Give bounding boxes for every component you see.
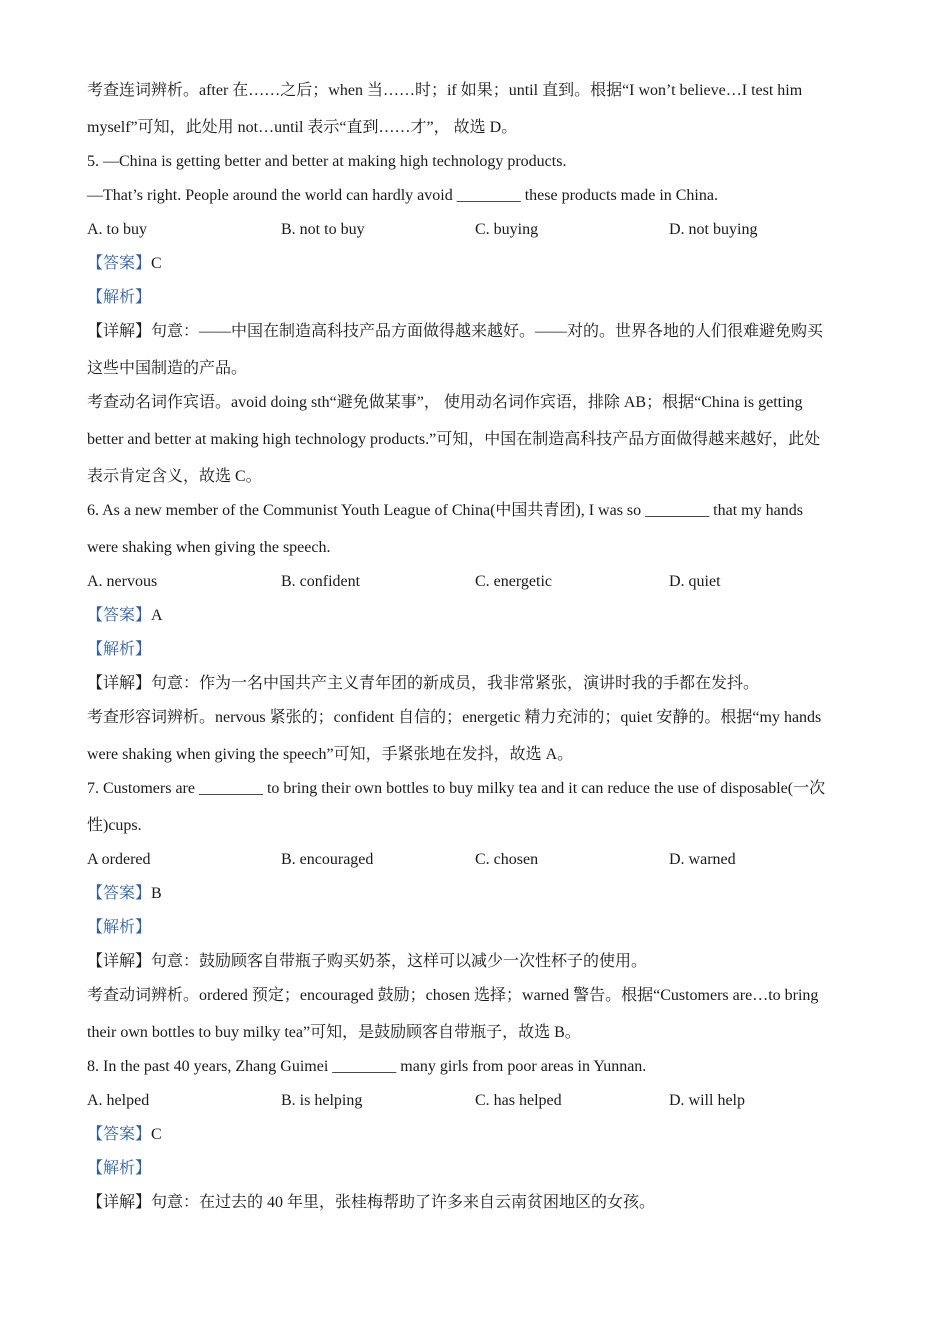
option-a: A ordered [87, 851, 151, 868]
analysis-line [87, 1152, 867, 1186]
answer-line [87, 247, 867, 281]
detail-line [87, 315, 867, 352]
detail-line [87, 945, 867, 979]
detail-line: 这些中国制造的产品。 [87, 360, 248, 377]
option-b: B. confident [281, 573, 361, 590]
answer-value: B [151, 885, 162, 902]
lead-line-2: myself”可知，此处用 not…until 表示“直到……才”， 故选 D。 [87, 119, 518, 136]
detail-line [87, 1186, 867, 1220]
options-row [87, 1084, 867, 1118]
detail-tag: 【详解】 [87, 675, 152, 692]
analysis-line [87, 633, 867, 667]
question-stem: 7. Customers are ________ to bring their own bottles to buy milky tea and it can reduce the use of disposable(一次 [87, 780, 826, 797]
answer-value: C [151, 1126, 162, 1143]
answer-tag: 【答案】 [87, 885, 152, 902]
analysis-tag: 【解析】 [87, 919, 152, 936]
question-7 [87, 772, 867, 1050]
explain-line: 考查形容词辨析。nervous 紧张的；confident 自信的；energetic 精力充沛的；quiet 安静的。根据“my hands [87, 709, 822, 726]
option-d: D. will help [669, 1092, 745, 1109]
detail-tag: 【详解】 [87, 1194, 152, 1211]
question-6 [87, 494, 867, 772]
option-a: A. nervous [87, 573, 158, 590]
answer-line [87, 877, 867, 911]
analysis-line [87, 281, 867, 315]
answer-tag: 【答案】 [87, 1126, 152, 1143]
question-stem: 6. As a new member of the Communist Youth League of China(中国共青团), I was so ________ that my hands [87, 502, 803, 519]
option-c: C. buying [475, 221, 539, 238]
option-b: B. encouraged [281, 851, 374, 868]
detail-text: 句意：作为一名中国共产主义青年团的新成员，我非常紧张，演讲时我的手都在发抖。 [151, 675, 760, 692]
question-stem: were shaking when giving the speech. [87, 539, 331, 556]
option-c: C. energetic [475, 573, 553, 590]
explain-line: were shaking when giving the speech”可知，手紧张地在发抖，故选 A。 [87, 746, 574, 763]
option-c: C. has helped [475, 1092, 562, 1109]
option-d: D. not buying [669, 221, 758, 238]
options-row [87, 213, 867, 247]
detail-tag: 【详解】 [87, 323, 152, 340]
analysis-tag: 【解析】 [87, 289, 152, 306]
answer-value: A [151, 607, 163, 624]
analysis-tag: 【解析】 [87, 1160, 152, 1177]
option-b: B. is helping [281, 1092, 363, 1109]
options-row [87, 843, 867, 877]
answer-line [87, 599, 867, 633]
detail-line [87, 667, 867, 701]
question-stem: 8. In the past 40 years, Zhang Guimei ________ many girls from poor areas in Yunnan. [87, 1058, 647, 1075]
lead-line-1: 考查连词辨析。after 在……之后；when 当……时；if 如果；until 直到。根据“I won’t believe…I test him [87, 82, 803, 99]
option-b: B. not to buy [281, 221, 365, 238]
question-8 [87, 1050, 867, 1220]
document-page [87, 74, 867, 1220]
explain-line: 考查动词辨析。ordered 预定；encouraged 鼓励；chosen 选择；warned 警告。根据“Customers are…to bring [87, 987, 819, 1004]
explain-line: better and better at making high technology products.”可知，中国在制造高科技产品方面做得越来越好，此处 [87, 431, 821, 448]
explain-line: 表示肯定含义，故选 C。 [87, 468, 262, 485]
answer-line [87, 1118, 867, 1152]
option-d: D. warned [669, 851, 736, 868]
option-c: C. chosen [475, 851, 539, 868]
detail-text: 句意：鼓励顾客自带瓶子购买奶茶，这样可以减少一次性杯子的使用。 [151, 953, 648, 970]
detail-tag: 【详解】 [87, 953, 152, 970]
option-a: A. to buy [87, 221, 147, 238]
answer-value: C [151, 255, 162, 272]
answer-tag: 【答案】 [87, 255, 152, 272]
answer-tag: 【答案】 [87, 607, 152, 624]
detail-text: 句意：在过去的 40 年里，张桂梅帮助了许多来自云南贫困地区的女孩。 [151, 1194, 656, 1211]
options-row [87, 565, 867, 599]
explain-line: 考查动名词作宾语。avoid doing sth“避免做某事”， 使用动名词作宾语，排除 AB；根据“China is getting [87, 394, 803, 411]
analysis-line [87, 911, 867, 945]
detail-text: 句意：——中国在制造高科技产品方面做得越来越好。——对的。世界各地的人们很难避免购买 [151, 323, 824, 340]
question-5 [87, 145, 867, 494]
explain-line: their own bottles to buy milky tea”可知，是鼓励顾客自带瓶子，故选 B。 [87, 1024, 581, 1041]
analysis-tag: 【解析】 [87, 641, 152, 658]
question-stem: 性)cups. [87, 817, 142, 834]
question-stem: —That’s right. People around the world can hardly avoid ________ these products made in China. [87, 187, 718, 204]
question-stem: 5. —China is getting better and better at making high technology products. [87, 153, 567, 170]
option-a: A. helped [87, 1092, 150, 1109]
option-d: D. quiet [669, 573, 721, 590]
